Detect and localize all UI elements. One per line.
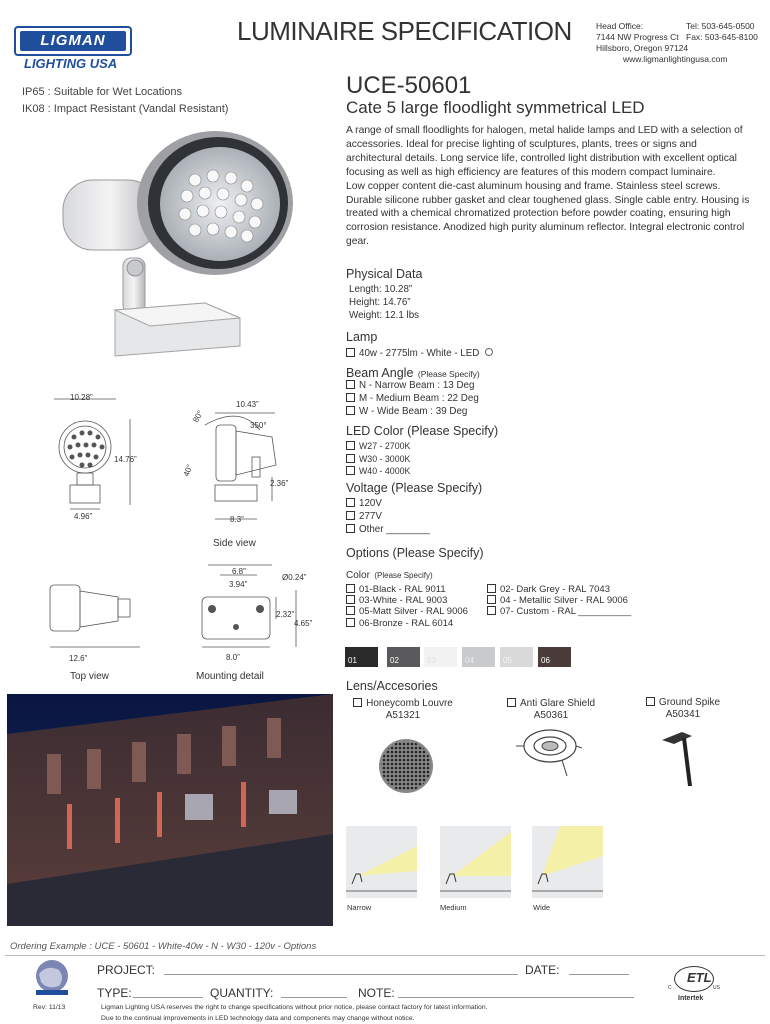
voltage-option[interactable]: Other ________ bbox=[346, 524, 430, 537]
color-options-left bbox=[346, 584, 468, 629]
anti-glare-shield-image bbox=[512, 718, 582, 780]
top-view-label: Top view bbox=[70, 671, 109, 682]
color-option[interactable]: 06-Bronze - RAL 6014 bbox=[346, 618, 468, 629]
dim-mount-h2: 4.65” bbox=[294, 619, 313, 628]
voltage-options bbox=[346, 498, 430, 536]
color-options-right bbox=[487, 584, 631, 618]
voltage-option[interactable]: 120V bbox=[346, 498, 430, 511]
dim-side-height: 2.36” bbox=[270, 479, 289, 488]
installation-photo bbox=[7, 694, 333, 926]
product-model: UCE-50601 bbox=[346, 72, 472, 99]
lens-heading: Lens/Accesories bbox=[346, 679, 438, 693]
physical-data: Length: 10.28” Height: 14.76” Weight: 12.1 lbs bbox=[349, 284, 420, 321]
logo-subtitle: LIGHTING USA bbox=[24, 56, 118, 71]
type-label: TYPE: bbox=[97, 986, 132, 1000]
led-icon bbox=[485, 348, 493, 356]
date-field[interactable] bbox=[569, 974, 629, 975]
note-label: NOTE: bbox=[358, 986, 395, 1000]
intertek-label: Intertek bbox=[678, 995, 704, 1002]
dim-side-tilt2: 40° bbox=[181, 463, 195, 478]
checkbox[interactable] bbox=[346, 348, 355, 357]
led-color-option[interactable]: W27 - 2700K bbox=[346, 440, 410, 453]
accessory-ground-spike[interactable]: Ground Spike A50341 bbox=[643, 697, 723, 721]
physical-heading: Physical Data bbox=[346, 267, 423, 281]
beam-narrow-picture bbox=[346, 826, 417, 898]
color-swatch-04: 04 bbox=[462, 647, 495, 667]
etl-mark: ETL bbox=[674, 966, 714, 992]
dim-side-tilt: 80° bbox=[191, 409, 205, 424]
ip-rating: IP65 : Suitable for Wet Locations bbox=[22, 86, 182, 98]
beam-medium-label: Medium bbox=[440, 903, 467, 912]
document-title: LUMINAIRE SPECIFICATION bbox=[237, 16, 572, 46]
ground-spike-image bbox=[652, 728, 706, 788]
led-color-option[interactable]: W40 - 4000K bbox=[346, 465, 410, 478]
color-option[interactable]: 02- Dark Grey - RAL 7043 bbox=[487, 584, 631, 595]
quantity-field[interactable] bbox=[281, 997, 347, 998]
dim-front-width: 10.28” bbox=[70, 393, 93, 402]
office-website: www.ligmanlightingusa.com bbox=[623, 54, 728, 64]
type-field[interactable] bbox=[133, 997, 203, 998]
ligman-logo bbox=[14, 26, 132, 56]
side-view-label: Side view bbox=[213, 538, 256, 549]
beam-narrow-label: Narrow bbox=[347, 903, 372, 912]
product-description: A range of small floodlights for halogen, metal halide lamps and LED with a selection of accessories. Ideal for precise lighting of sculptures, plants, trees or signs and architectural details. Long service life, controlled light distribution with excellent optical focusing as well as high efficiency are features of this modern compact luminaire. Low copper content die-cast aluminum housing and frame. Stainless steel screws. Durable silicone rubber gasket and clear toughened glass. Single cable entry. Housing is treated with a chemical chromatized protection before powder coating, ensuring high corrosion resistance. Anodized high purity aluminum reflector. Integral electronic control gear. bbox=[346, 125, 750, 248]
color-option[interactable]: 03-White - RAL 9003 bbox=[346, 595, 468, 606]
dim-mount-w3: 8.0” bbox=[226, 653, 240, 662]
project-field[interactable] bbox=[164, 974, 518, 975]
project-label: PROJECT: bbox=[97, 963, 156, 977]
accessory-glare-shield[interactable]: Anti Glare Shield A50361 bbox=[498, 698, 604, 722]
led-color-option[interactable]: W30 - 3000K bbox=[346, 453, 410, 466]
disclaimer: Ligman Lighting USA reserves the right to change specifications without prior notice, please contact factory for latest information. Due to the continual improvements in LED technology data and components may change without notice. bbox=[101, 1004, 488, 1022]
ik-rating: IK08 : Impact Resistant (Vandal Resistant) bbox=[22, 103, 229, 115]
beam-option[interactable]: N - Narrow Beam : 13 Deg bbox=[346, 380, 479, 393]
date-label: DATE: bbox=[525, 963, 560, 977]
etl-us: US bbox=[713, 985, 720, 991]
accessory-honeycomb[interactable]: Honeycomb Louvre A51321 bbox=[346, 698, 460, 722]
options-heading: Options (Please Specify) bbox=[346, 546, 484, 560]
color-swatch-02: 02 bbox=[387, 647, 420, 667]
color-swatch-06: 06 bbox=[538, 647, 571, 667]
product-photo bbox=[55, 128, 300, 383]
ordering-example: Ordering Example : UCE - 50601 - White-40w - N - W30 - 120v - Options bbox=[10, 941, 317, 952]
revision: Rev: 11/13 bbox=[33, 1004, 66, 1011]
dim-side-rotation: 350° bbox=[250, 421, 267, 430]
dim-mount-w1: 6.8” bbox=[232, 567, 246, 576]
dim-mount-h1: 2.32” bbox=[276, 610, 295, 619]
quantity-label: QUANTITY: bbox=[210, 986, 274, 1000]
beam-options bbox=[346, 380, 479, 418]
product-subtitle: Cate 5 large floodlight symmetrical LED bbox=[346, 98, 645, 117]
globe-logo bbox=[33, 956, 71, 998]
led-color-options bbox=[346, 440, 410, 478]
voltage-heading: Voltage (Please Specify) bbox=[346, 481, 483, 495]
office-address: Head Office: 7144 NW Progress Ct Hillsboro, Oregon 97124 bbox=[596, 21, 689, 53]
color-option[interactable]: 07- Custom - RAL __________ bbox=[487, 606, 631, 617]
lamp-option[interactable]: 40w - 2775lm - White - LED bbox=[346, 348, 493, 361]
office-contact: Tel: 503-645-0500 Fax: 503-645-8100 bbox=[686, 21, 758, 42]
beam-wide-label: Wide bbox=[533, 903, 551, 912]
color-swatch-05: 05 bbox=[500, 647, 533, 667]
dim-front-height: 14.76” bbox=[114, 455, 137, 464]
dim-front-base: 4.96” bbox=[74, 512, 93, 521]
mounting-detail-label: Mounting detail bbox=[196, 671, 264, 682]
color-swatch-01: 01 bbox=[345, 647, 378, 667]
etl-c: C bbox=[668, 985, 672, 991]
beam-wide-picture bbox=[532, 826, 603, 898]
dim-top-width: 12.6” bbox=[69, 654, 88, 663]
divider bbox=[5, 955, 765, 956]
color-option[interactable]: 05-Matt Silver - RAL 9006 bbox=[346, 606, 468, 617]
color-heading: Color (Please Specify) bbox=[346, 570, 433, 581]
dim-side-width: 10.43” bbox=[236, 400, 259, 409]
color-option[interactable]: 04 - Metallic Silver - RAL 9006 bbox=[487, 595, 631, 606]
voltage-option[interactable]: 277V bbox=[346, 511, 430, 524]
honeycomb-louvre-image bbox=[378, 738, 434, 794]
led-color-heading: LED Color (Please Specify) bbox=[346, 424, 499, 438]
ratings bbox=[22, 84, 228, 118]
dim-mount-w2: 3.94” bbox=[229, 580, 248, 589]
beam-option[interactable]: W - Wide Beam : 39 Deg bbox=[346, 406, 479, 419]
dim-mount-hole: Ø0.24” bbox=[282, 573, 307, 582]
beam-heading: Beam Angle (Please Specify) bbox=[346, 366, 480, 380]
technical-drawings bbox=[10, 385, 345, 690]
color-swatch-03: 03 bbox=[424, 647, 457, 667]
logo-text: LIGMAN bbox=[20, 31, 126, 51]
note-field[interactable] bbox=[398, 997, 634, 998]
beam-option[interactable]: M - Medium Beam : 22 Deg bbox=[346, 393, 479, 406]
beam-medium-picture bbox=[440, 826, 511, 898]
lamp-heading: Lamp bbox=[346, 330, 378, 344]
color-option[interactable]: 01-Black - RAL 9011 bbox=[346, 584, 468, 595]
dim-side-base: 8.3” bbox=[230, 515, 244, 524]
